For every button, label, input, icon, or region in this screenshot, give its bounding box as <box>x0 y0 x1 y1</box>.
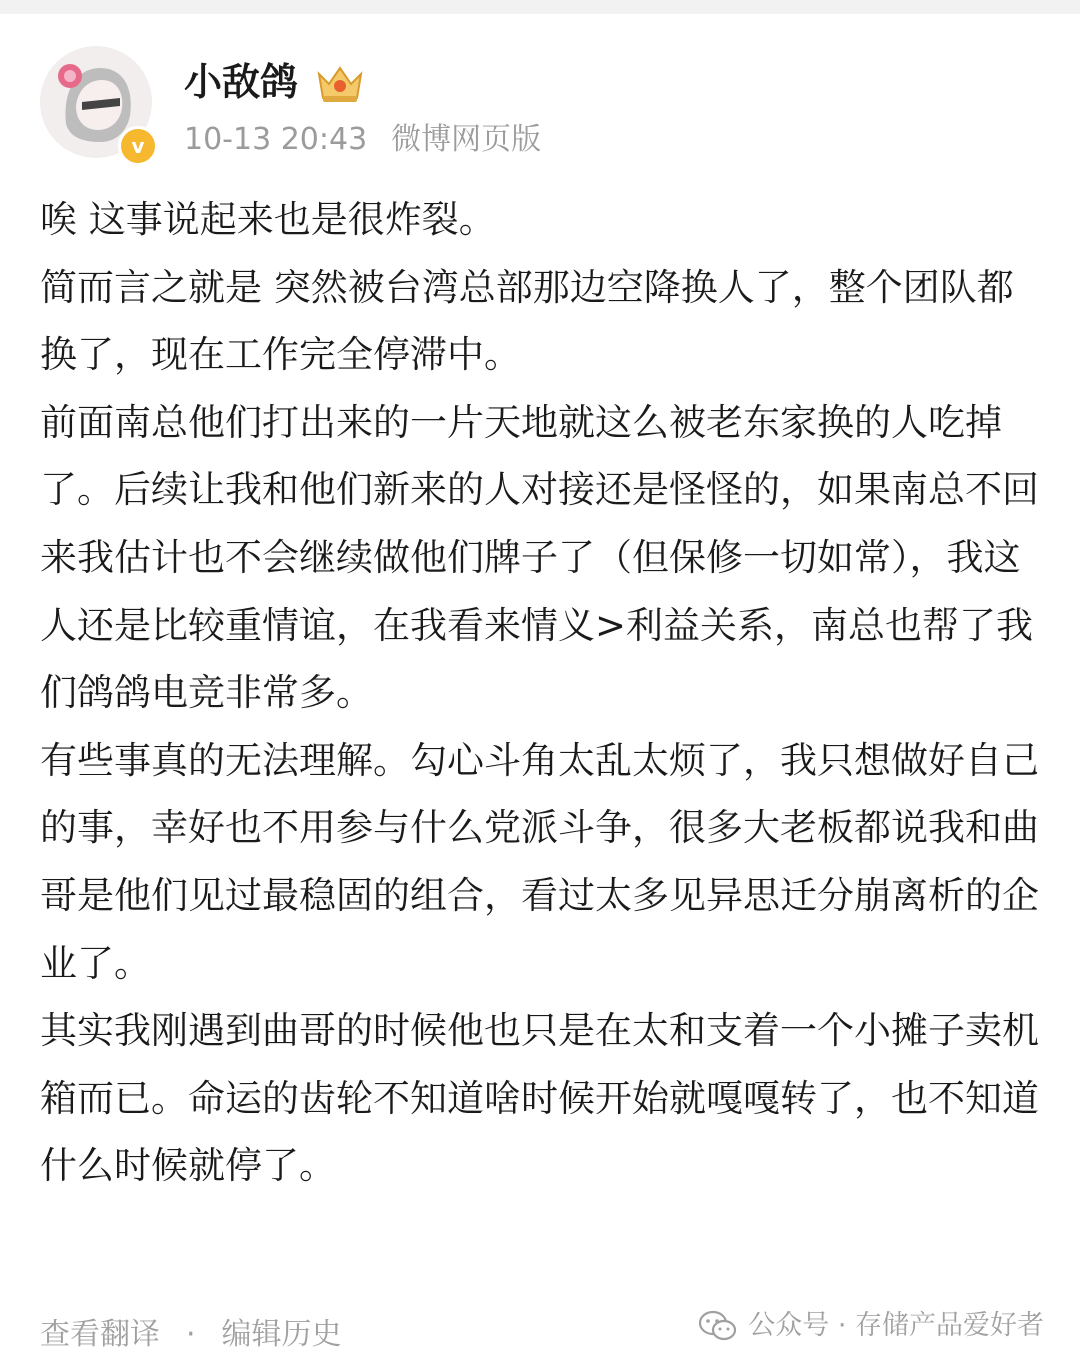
post-paragraph-1: 唉 这事说起来也是很炸裂。 <box>40 198 496 241</box>
translate-link[interactable]: 查看翻译 <box>40 1317 160 1352</box>
post-paragraph-4: 有些事真的无法理解。勾心斗角太乱太烦了，我只想做好自己的事，幸好也不用参与什么党派斗争，很多大老板都说我和曲哥是他们见过最稳固的组合，看过太多见异思迁分崩离析的企业了。 <box>40 738 1039 985</box>
username[interactable]: 小敌鸽 <box>184 60 299 104</box>
post-content <box>40 186 1050 1200</box>
verified-badge-icon: v <box>118 126 158 166</box>
watermark-text: 公众号 · 存储产品爱好者 <box>748 1310 1044 1341</box>
post-meta <box>184 118 541 162</box>
post-timestamp: 10-13 20:43 <box>184 122 368 157</box>
separator: · <box>186 1317 196 1352</box>
post-paragraph-2: 简而言之就是 突然被台湾总部那边空降换人了，整个团队都换了，现在工作完全停滞中。 <box>40 265 1014 377</box>
post-header <box>40 46 1040 166</box>
post-paragraph-3: 前面南总他们打出来的一片天地就这么被老东家换的人吃掉了。后续让我和他们新来的人对接还是怪怪的，如果南总不回来我估计也不会继续做他们牌子了（但保修一切如常），我这人还是比较重情谊，在我看来情义>利益关系，南总也帮了我们鸽鸽电竞非常多。 <box>40 400 1039 715</box>
top-strip <box>0 0 1080 14</box>
watermark <box>698 1306 1044 1346</box>
wechat-icon <box>698 1310 738 1342</box>
post-source: 微博网页版 <box>391 122 542 157</box>
post-paragraph-5: 其实我刚遇到曲哥的时候他也只是在太和支着一个小摊子卖机箱而已。命运的齿轮不知道啥时候开始就嘎嘎转了，也不知道什么时候就停了。 <box>40 1009 1039 1188</box>
edit-history-link[interactable]: 编辑历史 <box>221 1317 342 1352</box>
crown-badge-icon[interactable] <box>315 60 365 104</box>
